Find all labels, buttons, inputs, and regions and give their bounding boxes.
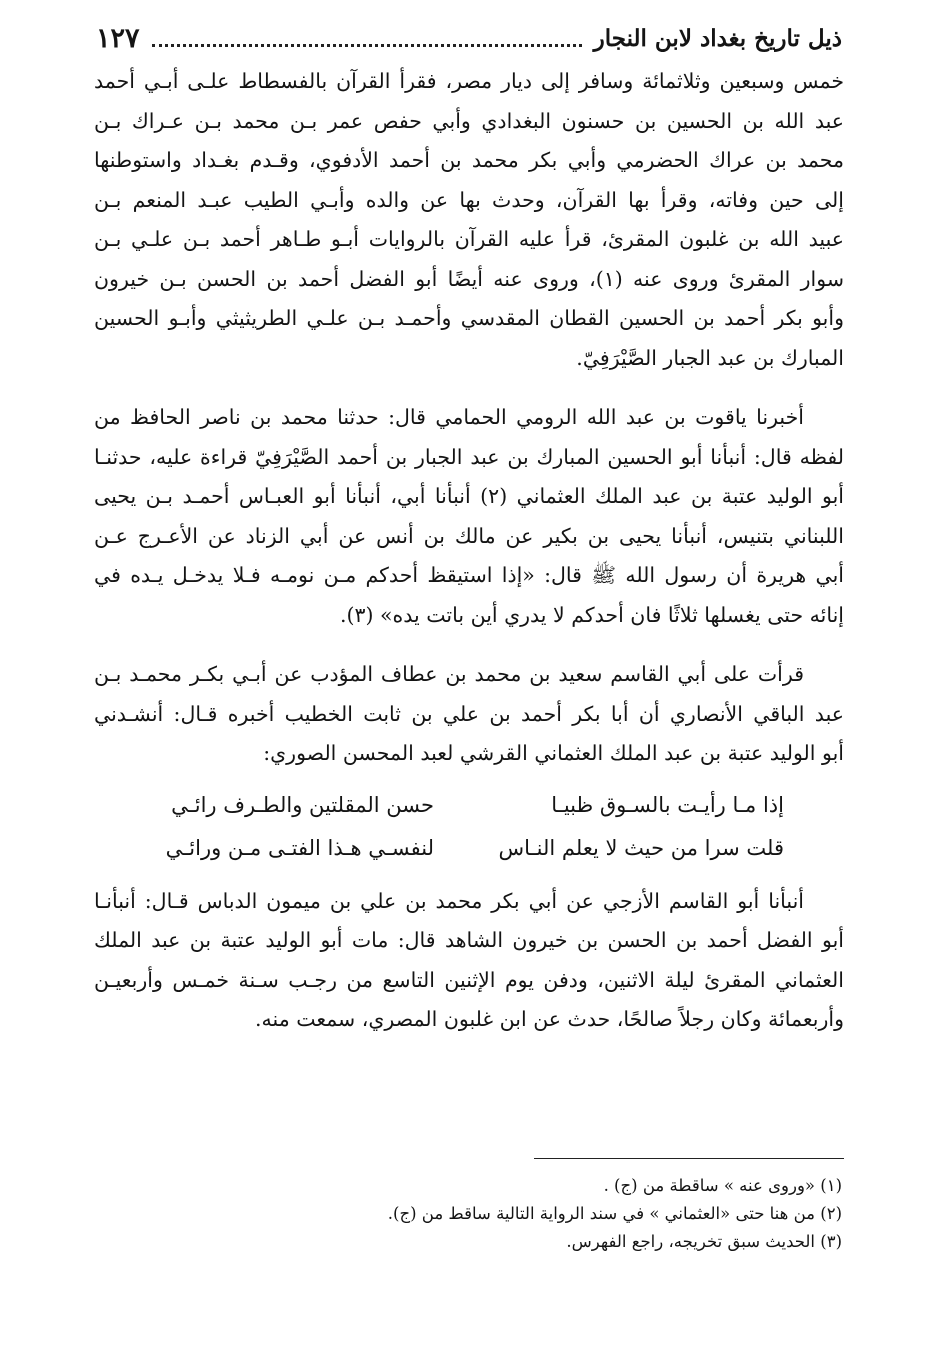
text-line: العثماني المقرئ ليلة الاثنين، ودفن يوم الإثنين التاسع من رجـب سـنة خمـس وأربعيـن <box>94 967 844 992</box>
text-line: أنبأنا أبو القاسم الأزجي عن أبي بكر محمد بن علي بن ميمون الدباس قـال: أنبأنـا <box>94 888 804 913</box>
text-line: أبي هريرة أن رسول الله ﷺ قال: «إذا استيقظ أحدكم مـن نومـه فـلا يدخـل يـده في <box>94 563 844 587</box>
paragraph-gap <box>94 635 844 655</box>
text-line: سوار المقرئ وروى عنه (١)، وروى عنه أيضًا أبو الفضل أحمد بن الحسن بـن خيرون <box>94 266 844 291</box>
paragraph-gap <box>94 378 844 398</box>
verse-second-hemistich: حسن المقلتين والطـرف رائـي <box>171 792 434 817</box>
text-line: اللبناني بتنيس، أنبأنا يحيى بن بكير عن مالك بن أنس عن أبي الزناد عن الأعـرج عـن <box>94 523 844 548</box>
text-line: وأبو بكر أحمد بن الحسين القطان المقدسي وأحمـد بـن علـي الطريثيثي وأبـو الحسين <box>94 306 844 330</box>
footnote-3: (٣) الحديث سبق تخريجه، راجع الفهرس. <box>566 1232 842 1251</box>
running-header <box>96 18 842 58</box>
paragraph-1 <box>94 62 844 378</box>
text-line: عبد الله بن الحسين بن حسنون البغدادي وأبي حفص عمر بـن محمد بـن عـراك بـن <box>94 108 844 133</box>
text-line: وأربعمائة وكان رجلاً صالحًا، حدث عن ابن غلبون المصري، سمعت منه. <box>255 1007 844 1031</box>
text-line: قرأت على أبي القاسم سعيد بن محمد بن عطاف المؤدب عن أبـي بكـر محمـد بـن <box>94 662 804 686</box>
verse-second-hemistich: لنفسـي هـذا الفتـى مـن ورائـي <box>165 835 434 860</box>
main-text <box>94 62 844 1040</box>
text-line: محمد بن عراك الحضرمي وأبي بكر محمد بن أحمد الأدفوي، وقـدم بغـداد واستوطنها <box>94 148 844 172</box>
text-line: المبارك بن عبد الجبار الصَّيْرَفِيّ. <box>576 345 844 370</box>
text-line: أخبرنا ياقوت بن عبد الله الرومي الحمامي قال: حدثنا محمد بن ناصر الحافظ من <box>94 405 804 429</box>
paragraph-3 <box>94 655 844 774</box>
text-line: إنائه حتى يغسلها ثلاثًا فان أحدكم لا يدري أين باتت يده» (٣). <box>339 602 844 627</box>
paragraph-4 <box>94 882 844 1040</box>
footnote-1: (١) «وروى عنه » ساقطة من (ج) . <box>603 1176 842 1195</box>
footnote-separator <box>534 1158 844 1159</box>
text-line: إلى حين وفاته، وقرأ بها القرآن، وحدث بها عن والده وأبـي الطيب عبـد المنعم بـن <box>94 187 844 212</box>
text-line: أبو الوليد عتبة بن عبد الملك العثماني (٢) أنبأنا أبي، أنبأنا أبو العبـاس أحمـد بـن يحيى <box>94 484 844 508</box>
text-line: أبو الفضل أحمد بن الحسن بن خيرون الشاهد قال: مات أبو الوليد عتبة بن عبد الملك <box>94 928 844 952</box>
text-line: خمس وسبعين وثلاثمائة وسافر إلى ديار مصر، فقرأ القرآن بالفسطاط علـى أبـي أحمد <box>94 69 844 93</box>
text-line: لفظه قال: أنبأنا أبو الحسين المبارك بن عبد الجبار بن أحمد الصَّيْرَفِيّ قراءة عليه، حدثنـا <box>94 444 844 469</box>
poem <box>94 784 844 870</box>
text-line: عبيد الله بن غلبون المقرئ، قرأ عليه القرآن بالروايات أبـو طـاهر أحمد بـن علـي بـن <box>94 227 844 251</box>
footnote-2: (٢) من هنا حتى «العثماني » في سند الرواية التالية ساقط من (ج). <box>387 1204 842 1223</box>
poem-verse <box>94 827 844 870</box>
poem-verse <box>94 784 844 827</box>
verse-first-hemistich: قلت سرا من حيث لا يعلم النـاس <box>498 835 784 860</box>
text-line: عبد الباقي الأنصاري أن أبا بكر أحمد بن علي بن ثابت الخطيب أخبره قـال: أنشـدني <box>94 701 844 726</box>
footnotes <box>96 1172 842 1256</box>
paragraph-2 <box>94 398 844 635</box>
header-leader-dots <box>152 30 582 47</box>
text-line: أبو الوليد عتبة بن عبد الملك العثماني القرشي لعبد المحسن الصوري: <box>263 741 844 765</box>
verse-first-hemistich: إذا مـا رأيـت بالسـوق ظبيـا <box>551 792 784 817</box>
book-title: ذيل تاريخ بغداد لابن النجار <box>593 24 842 52</box>
page-number: ١٢٧ <box>96 22 140 54</box>
